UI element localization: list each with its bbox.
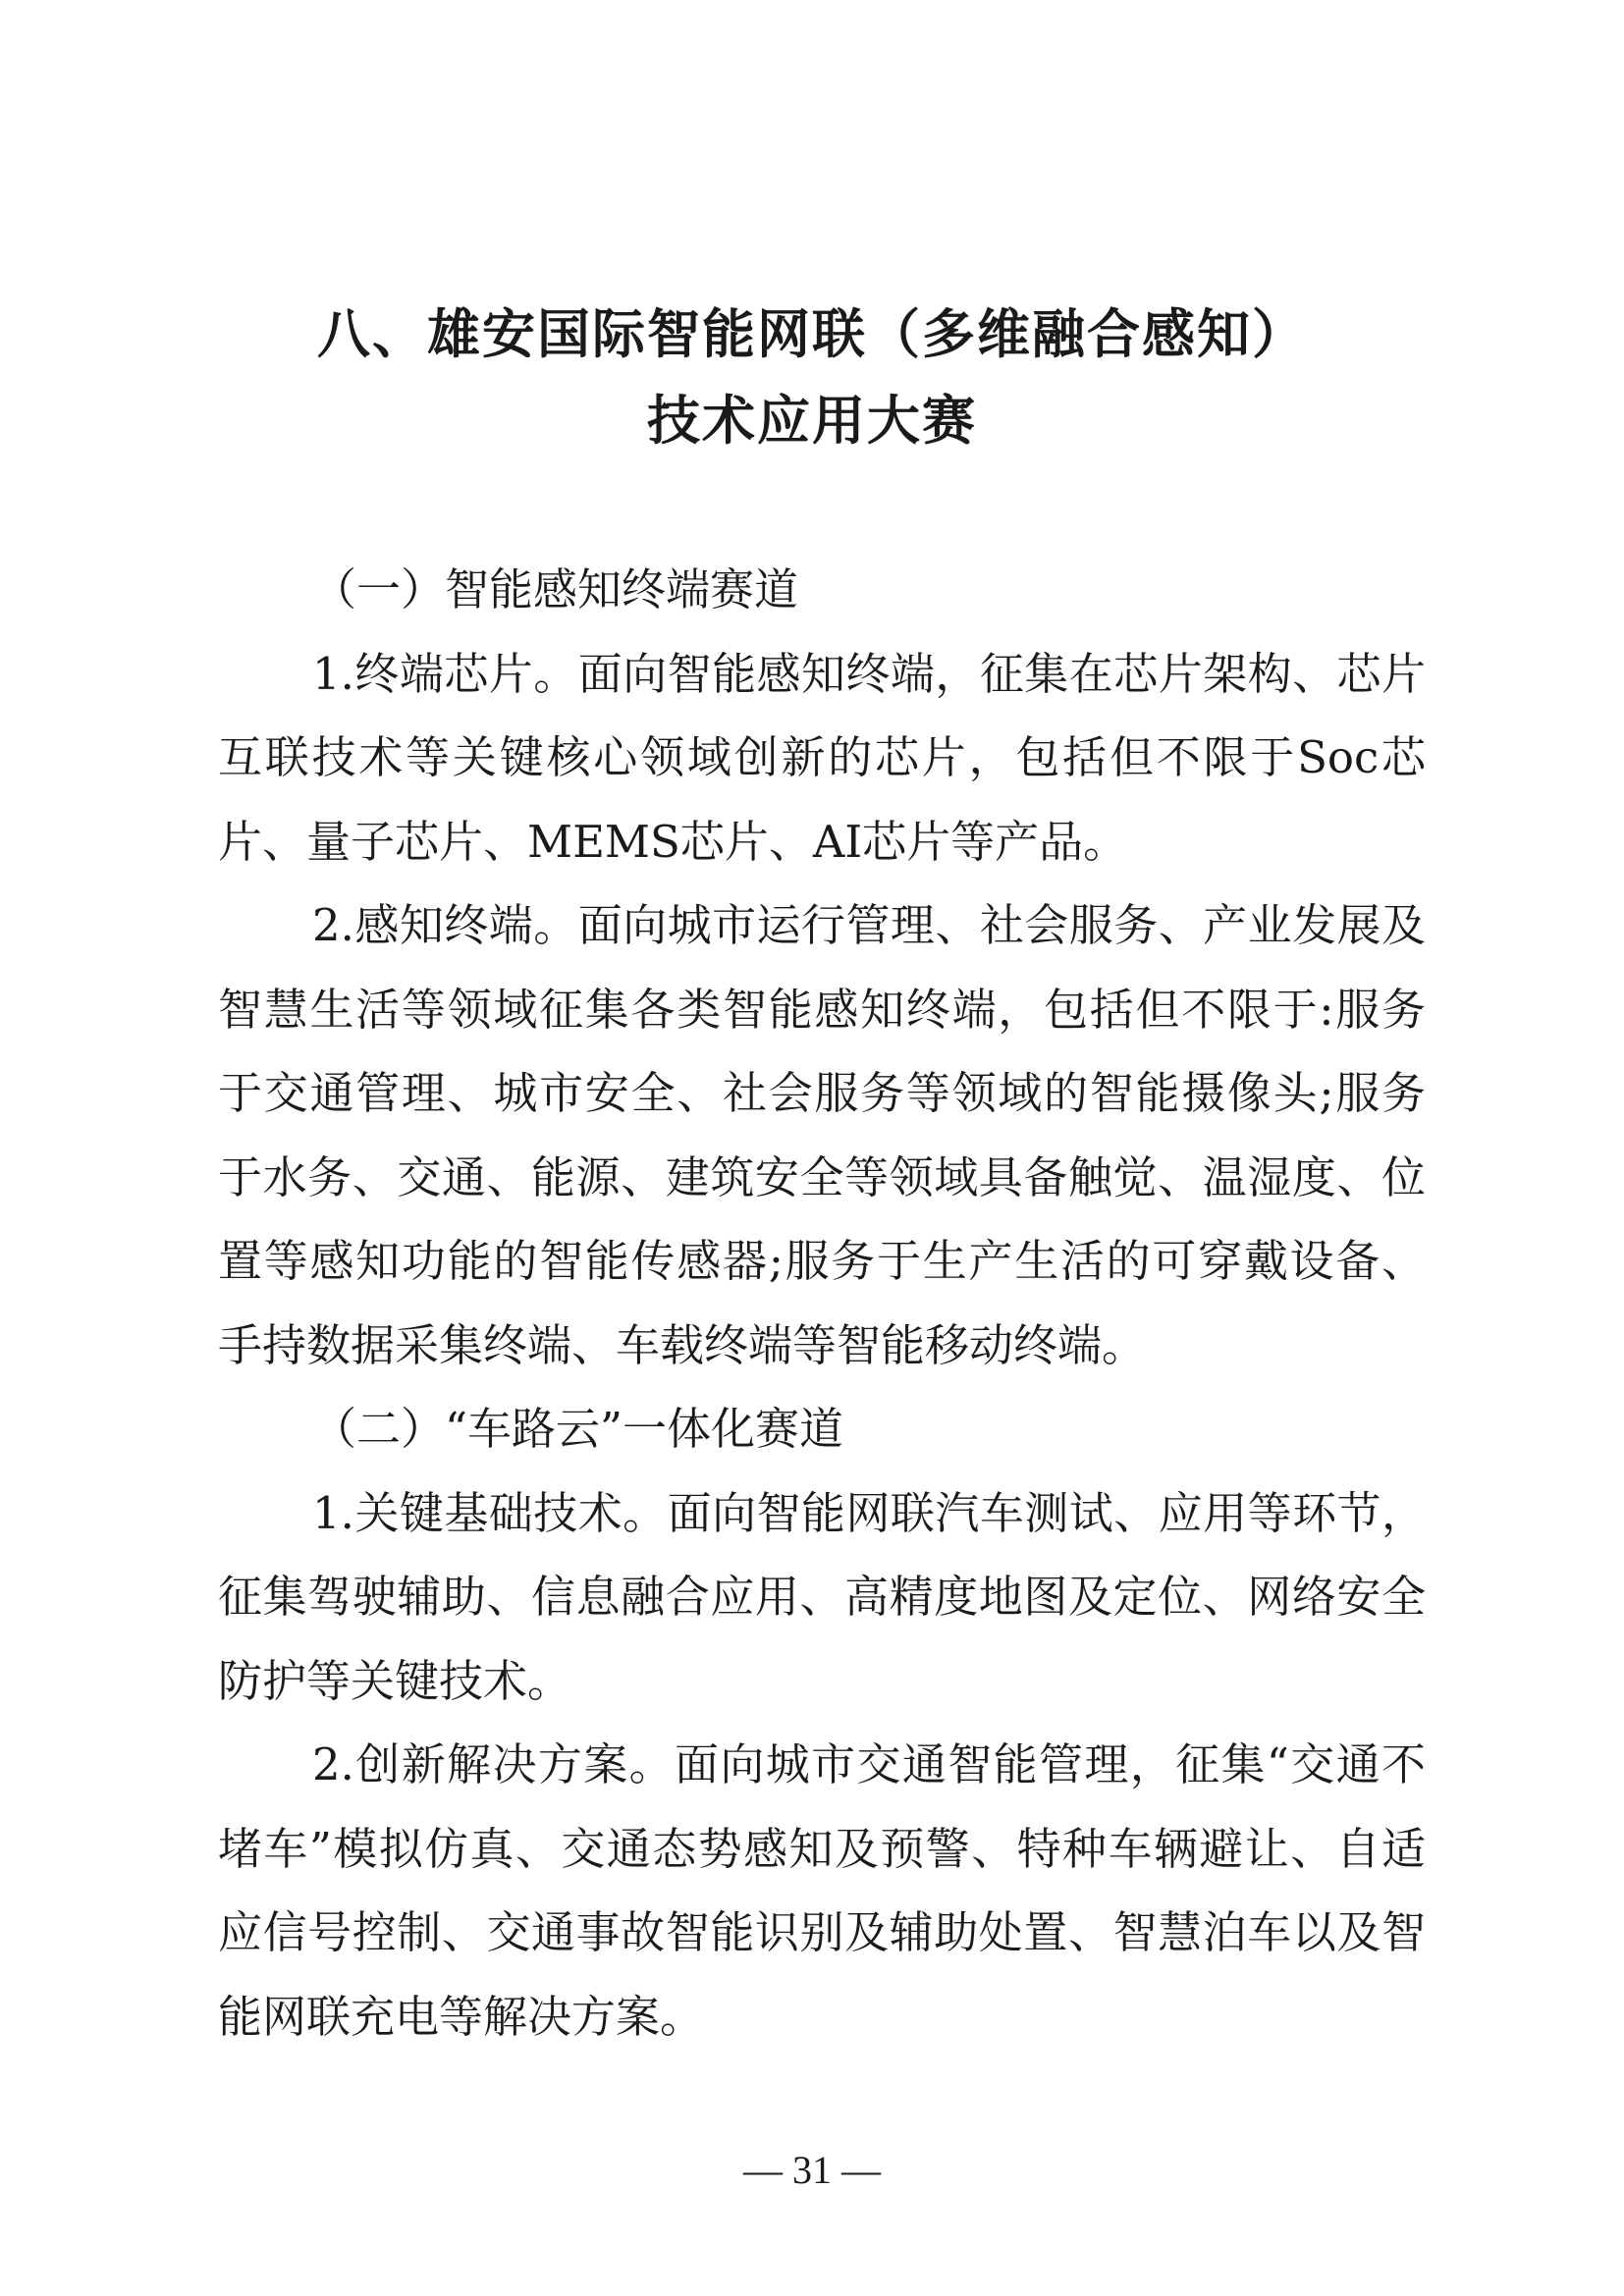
page-title-line-2: 技术应用大赛 (647, 390, 977, 452)
paragraph-innovative-solution: 2.创新解决方案。面向城市交通智能管理，征集“交通不堵车”模拟仿真、交通态势感知及预警、特种车辆避让、自适应信号控制、交通事故智能识别及辅助处置、智慧泊车以及智能网联充电等解决方案。 (218, 1738, 1426, 2043)
paragraph-terminal-chip: 1.终端芯片。面向智能感知终端，征集在芯片架构、芯片互联技术等关键核心领域创新的芯片，包括但不限于Soc芯片、量子芯片、MEMS芯片、AI芯片等产品。 (218, 647, 1426, 868)
section-heading-2: （二）“车路云”一体化赛道 (312, 1403, 844, 1455)
document-body (218, 548, 1426, 2058)
section-heading-1: （一）智能感知终端赛道 (312, 563, 799, 615)
paragraph-key-technology: 1.关键基础技术。面向智能网联汽车测试、应用等环节，征集驾驶辅助、信息融合应用、高精度地图及定位、网络安全防护等关键技术。 (218, 1486, 1426, 1707)
page-number: — 31 — (743, 2148, 881, 2192)
paragraph-sensing-terminal: 2.感知终端。面向城市运行管理、社会服务、产业发展及智慧生活等领域征集各类智能感知终端，包括但不限于:服务于交通管理、城市安全、社会服务等领域的智能摄像头;服务于水务、交通、能源、建筑安全等领域具备触觉、温湿度、位置等感知功能的智能传感器;服务于生产生活的可穿戴设备、手持数据采集终端、车载终端等智能移动终端。 (218, 899, 1426, 1371)
page-title-line-1: 八、雄安国际智能网联（多维融合感知） (317, 303, 1307, 365)
